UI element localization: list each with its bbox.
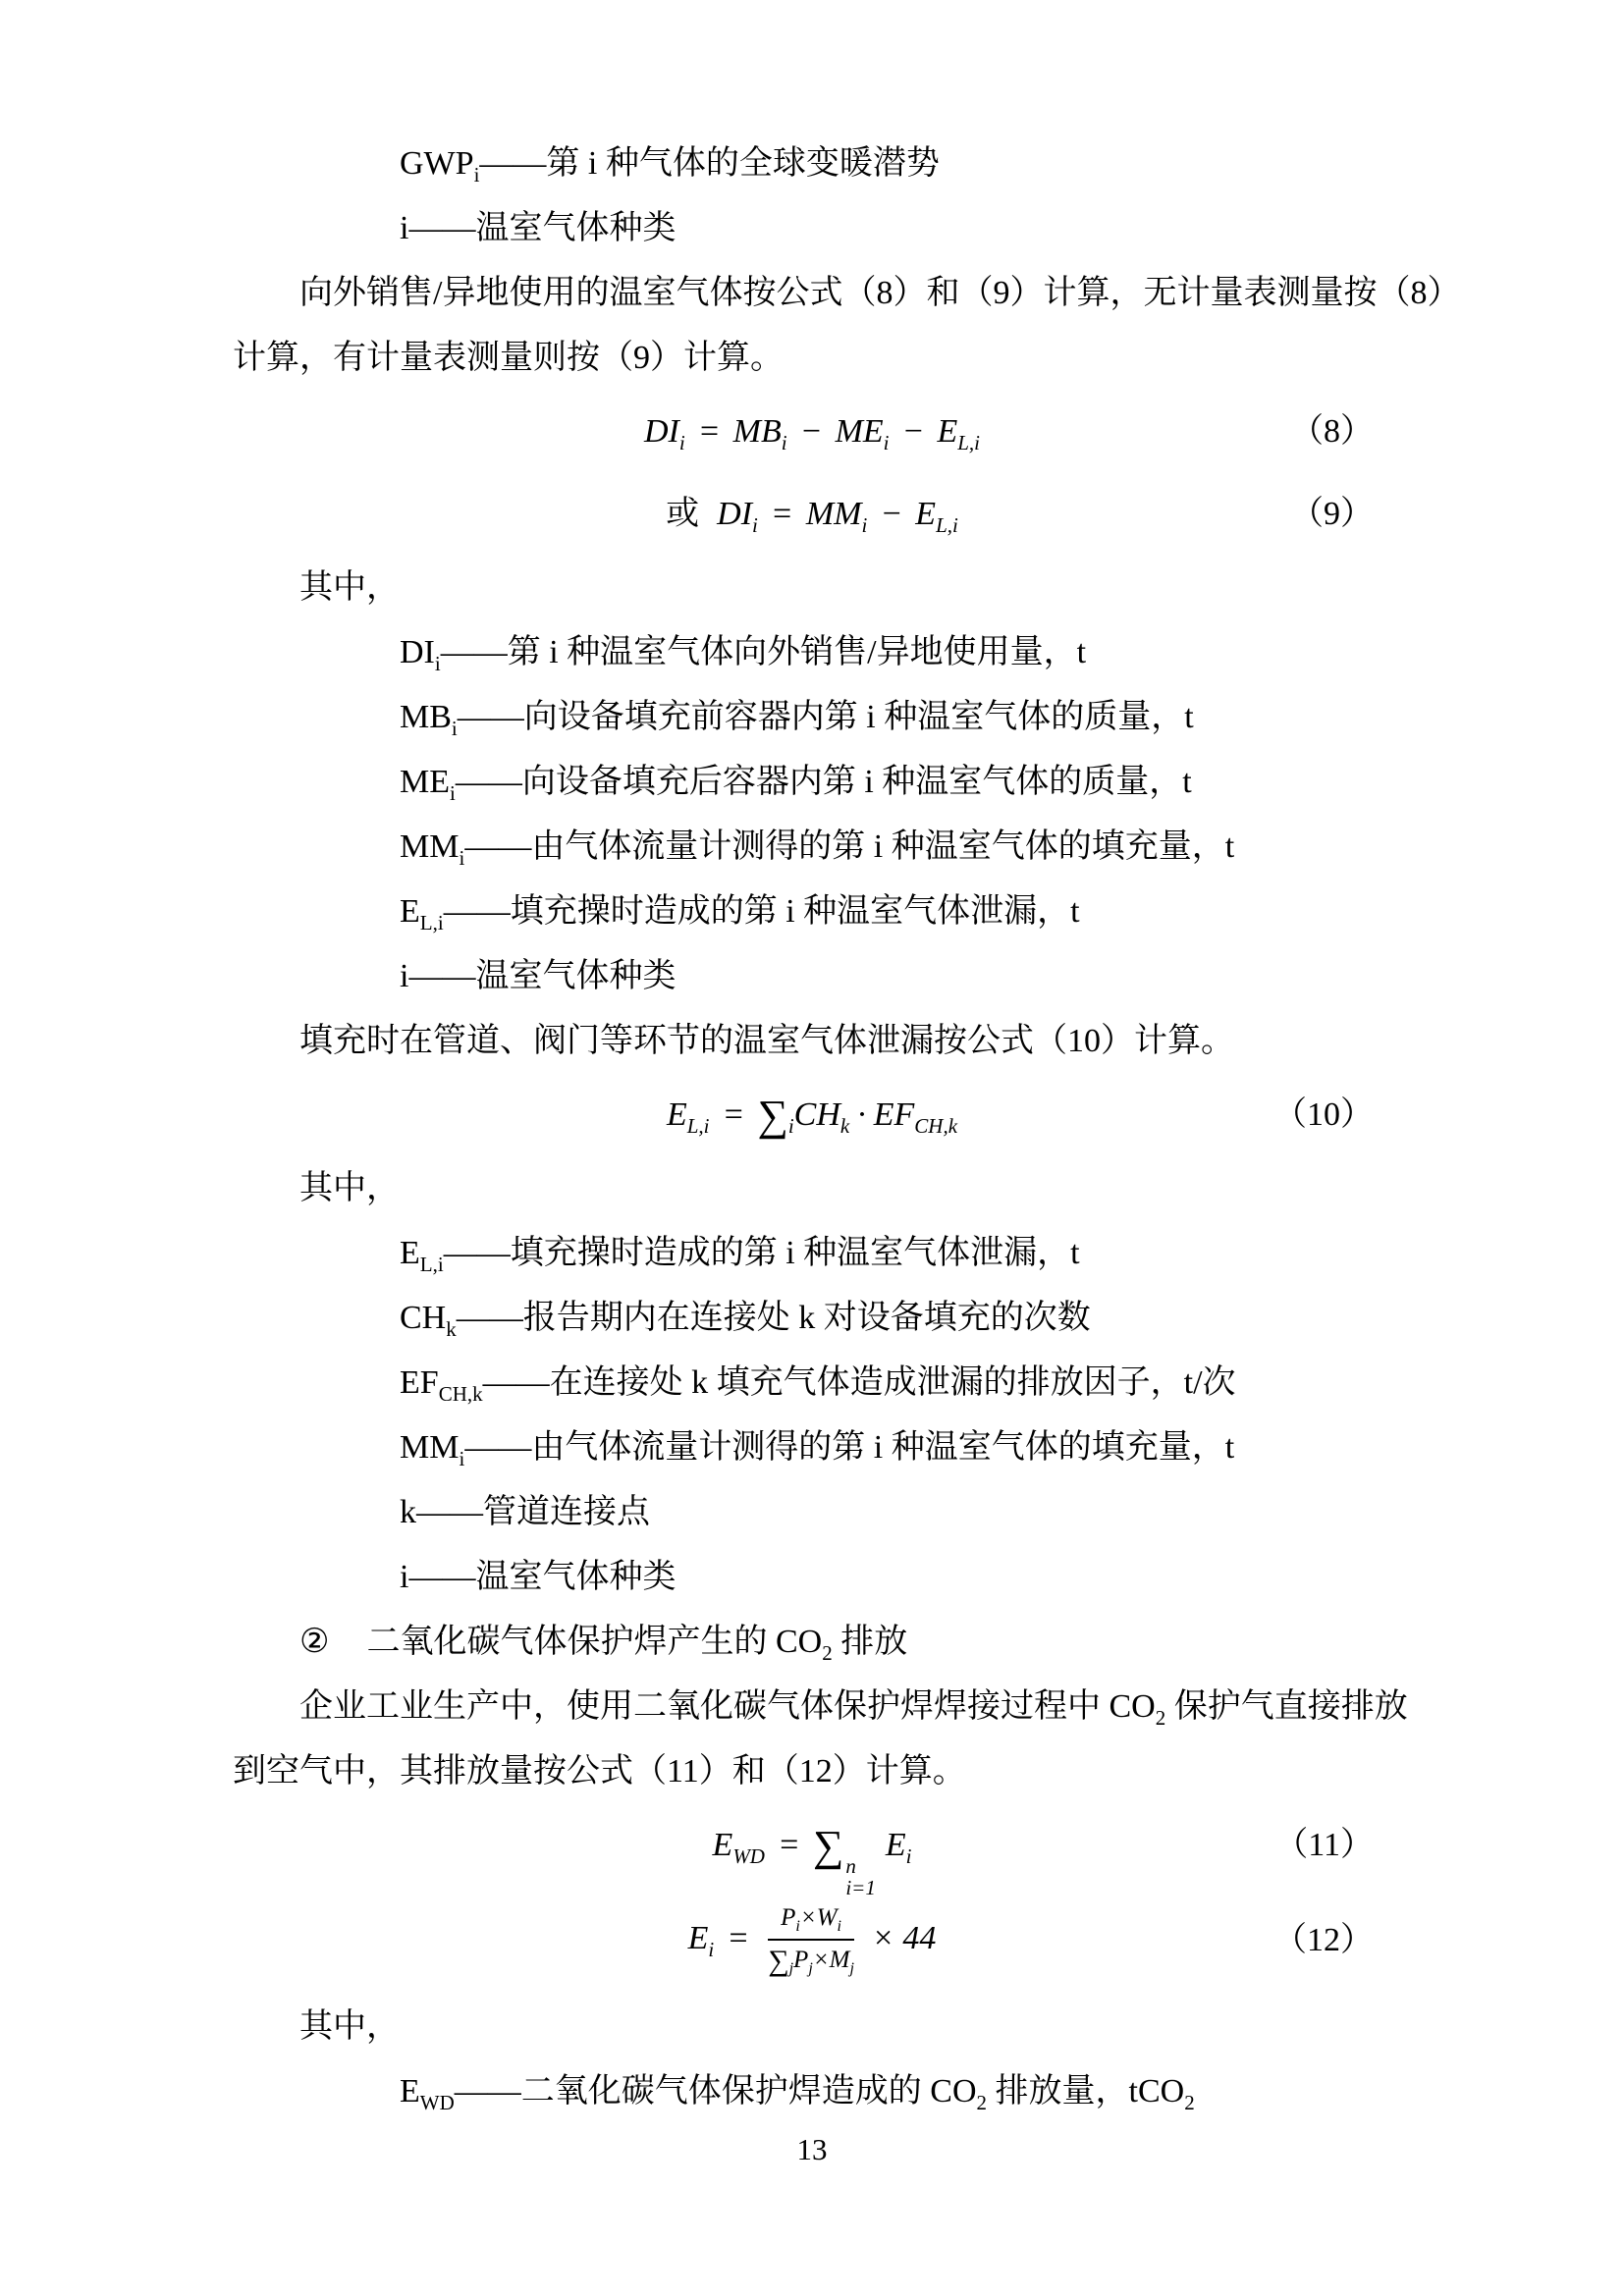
definition-term-subscript: L,i: [419, 1252, 444, 1276]
subscript: i: [781, 430, 787, 454]
definition-text: 排放量，tCO: [987, 2073, 1185, 2109]
multiplier-44: × 44: [871, 1919, 937, 1956]
paragraph-text: 企业工业生产中，使用二氧化碳气体保护焊焊接过程中 CO: [299, 1688, 1156, 1725]
sum-symbol: ∑: [812, 1822, 844, 1870]
paragraph-weld-line1: [233, 1675, 1408, 1739]
definition-i-mid: [233, 944, 1391, 1009]
subscript: i: [752, 512, 758, 537]
page-content: [233, 132, 1461, 2124]
definition-term-subscript: WD: [419, 2090, 455, 2114]
definition-term-subscript: i: [451, 716, 458, 740]
variable: P: [793, 1946, 809, 1973]
paragraph-sales-line2: [233, 326, 1391, 391]
equation-number-8: （8）: [1290, 413, 1374, 450]
definition-text: ——第 i 种温室气体向外销售/异地使用量，t: [440, 634, 1087, 670]
definition-term: DI: [400, 634, 435, 670]
operator: =: [770, 496, 793, 532]
operator: −: [799, 413, 823, 450]
paragraph-text: 保护气直接排放: [1165, 1688, 1408, 1725]
formula-10: [233, 1074, 1391, 1156]
operator: −: [880, 496, 903, 532]
subscript: i: [883, 430, 890, 454]
definition-mm: [233, 815, 1391, 880]
subscript: L,i: [936, 512, 958, 537]
definition-ewd: [233, 2059, 1391, 2124]
operator: =: [722, 1096, 745, 1133]
definition-i-bottom: [233, 1545, 1391, 1610]
equation-number-10: （10）: [1273, 1096, 1374, 1133]
equation-number-12: （12）: [1273, 1922, 1374, 1958]
subscript: i: [678, 430, 685, 454]
operator: =: [727, 1919, 750, 1956]
definition-term: MB: [400, 699, 452, 735]
definition-text-subscript: 2: [976, 2090, 988, 2114]
definition-text: ——温室气体种类: [408, 958, 677, 994]
where-text: 其中，: [299, 569, 400, 606]
subscript: i: [905, 1843, 912, 1868]
formula-12-expression: [688, 1902, 937, 1980]
definition-text: ——温室气体种类: [408, 1559, 677, 1595]
operator: ·: [857, 1096, 866, 1133]
definition-term: ME: [400, 764, 450, 800]
variable: MB: [732, 413, 782, 450]
definition-di: [233, 620, 1391, 685]
definition-term-subscript: L,i: [419, 910, 444, 934]
sum-subscript: i: [787, 1113, 794, 1138]
paragraph-text: 填充时在管道、阀门等环节的温室气体泄漏按公式（10）计算。: [299, 1023, 1234, 1059]
subscript: L,i: [957, 430, 980, 454]
definition-me: [233, 750, 1391, 815]
definition-gwp: [233, 132, 1391, 196]
definition-term: E: [400, 893, 420, 930]
sum-symbol: ∑: [768, 1944, 789, 1977]
definition-el-2: [233, 1221, 1391, 1286]
sum-upper-limit: n: [845, 1854, 856, 1878]
definition-term-subscript: k: [446, 1316, 457, 1341]
variable: W: [816, 1903, 838, 1931]
variable: E: [712, 1827, 733, 1863]
definition-mm-2: [233, 1415, 1391, 1480]
formula-11-expression: [712, 1822, 912, 1900]
sum-lower-limit: i=1: [845, 1876, 876, 1900]
variable: E: [666, 1096, 687, 1133]
definition-text: ——温室气体种类: [408, 210, 677, 246]
sum-symbol: ∑: [757, 1092, 788, 1140]
paragraph-fill: [233, 1009, 1391, 1074]
definition-text: ——由气体流量计测得的第 i 种温室气体的填充量，t: [464, 828, 1235, 865]
where-text: 其中，: [299, 1170, 400, 1206]
definition-mb: [233, 685, 1391, 750]
paragraph-text: 到空气中，其排放量按公式（11）和（12）计算。: [233, 1753, 966, 1789]
variable: EF: [873, 1096, 915, 1133]
definition-text: ——管道连接点: [416, 1494, 650, 1530]
paragraph-text: 向外销售/异地使用的温室气体按公式（8）和（9）计算，无计量表测量按（8）: [299, 275, 1461, 311]
variable: E: [687, 1919, 709, 1956]
variable: E: [937, 413, 958, 450]
variable: DI: [643, 413, 679, 450]
subscript: i: [861, 512, 868, 537]
formula-10-expression: [666, 1092, 958, 1140]
subscript: j: [808, 1959, 813, 1977]
definition-term: CH: [400, 1300, 447, 1336]
definition-ef: [233, 1351, 1391, 1415]
fraction-numerator: [768, 1902, 854, 1941]
definition-term: GWP: [400, 145, 474, 182]
sum-subscript: j: [788, 1959, 794, 1977]
formula-8-expression: [643, 413, 980, 454]
subscript: L,i: [686, 1113, 710, 1138]
section-heading-weld: [233, 1610, 1391, 1675]
definition-term-subscript: i: [473, 162, 480, 187]
paragraph-sales-line1: [233, 261, 1461, 326]
variable: DI: [717, 496, 753, 532]
definition-term: MM: [400, 1429, 460, 1466]
variable: E: [915, 496, 937, 532]
definition-text: ——第 i 种气体的全球变暖潜势: [479, 145, 940, 182]
formula-11: [233, 1804, 1391, 1900]
variable: P: [781, 1903, 796, 1931]
definition-text: ——报告期内在连接处 k 对设备填充的次数: [456, 1300, 1091, 1336]
page-number: 13: [796, 2132, 828, 2166]
formula-9: [233, 473, 1391, 556]
where-label-3: [233, 1995, 1391, 2059]
definition-term: k: [400, 1494, 416, 1530]
definition-text: ——填充操时造成的第 i 种温室气体泄漏，t: [443, 1235, 1080, 1271]
variable: E: [885, 1827, 906, 1863]
definition-text: ——填充操时造成的第 i 种温室气体泄漏，t: [443, 893, 1080, 930]
definition-text: ——向设备填充前容器内第 i 种温室气体的质量，t: [457, 699, 1194, 735]
variable: M: [829, 1946, 850, 1973]
operator: ×: [812, 1946, 830, 1973]
definition-ch: [233, 1286, 1391, 1351]
definition-i-top: [233, 196, 1391, 261]
paragraph-subscript: 2: [1155, 1705, 1166, 1730]
operator: −: [901, 413, 925, 450]
where-label-2: [233, 1156, 1391, 1221]
variable: CH: [793, 1096, 840, 1133]
heading-subscript: 2: [822, 1640, 833, 1665]
circled-number-marker: ②: [299, 1624, 330, 1660]
operator: ×: [799, 1903, 817, 1931]
definition-term: i: [400, 210, 409, 246]
formula-12: [233, 1887, 1391, 1995]
variable: ME: [835, 413, 884, 450]
subscript: WD: [732, 1843, 765, 1868]
definition-text: ——由气体流量计测得的第 i 种温室气体的填充量，t: [464, 1429, 1235, 1466]
subscript: i: [708, 1937, 715, 1961]
definition-el: [233, 880, 1391, 944]
formula-prefix: 或: [666, 496, 700, 532]
definition-term: i: [400, 958, 409, 994]
paragraph-text: 计算，有计量表测量则按（9）计算。: [233, 340, 784, 376]
operator: =: [697, 413, 721, 450]
definition-k: [233, 1480, 1391, 1545]
subscript: i: [837, 1917, 841, 1935]
fraction: [768, 1902, 854, 1980]
definition-term: EF: [400, 1364, 439, 1401]
formula-8: [233, 391, 1391, 473]
definition-term-subscript: i: [434, 651, 441, 675]
definition-term: E: [400, 1235, 420, 1271]
where-label-1: [233, 556, 1391, 620]
definition-text: ——在连接处 k 填充气体造成泄漏的排放因子，t/次: [482, 1364, 1236, 1401]
heading-text: 排放: [832, 1624, 908, 1660]
definition-text: ——向设备填充后容器内第 i 种温室气体的质量，t: [455, 764, 1192, 800]
operator: =: [777, 1827, 800, 1863]
definition-term-subscript: i: [459, 1446, 465, 1470]
definition-term-subscript: CH,k: [438, 1381, 483, 1406]
equation-number-11: （11）: [1274, 1827, 1374, 1863]
where-text: 其中，: [299, 2008, 400, 2045]
definition-term: MM: [400, 828, 460, 865]
definition-term-subscript: i: [459, 845, 465, 870]
subscript: CH,k: [914, 1113, 958, 1138]
definition-text: ——二氧化碳气体保护焊造成的 CO: [454, 2073, 977, 2109]
paragraph-weld-line2: [233, 1739, 1391, 1804]
variable: MM: [805, 496, 862, 532]
subscript: j: [849, 1959, 854, 1977]
definition-term-subscript: i: [450, 780, 456, 805]
definition-term: i: [400, 1559, 409, 1595]
heading-text: 二氧化碳气体保护焊产生的 CO: [366, 1624, 823, 1660]
subscript: k: [839, 1113, 850, 1138]
definition-term: E: [400, 2073, 420, 2109]
subscript: i: [795, 1917, 800, 1935]
equation-number-9: （9）: [1290, 496, 1374, 532]
formula-9-expression: [666, 496, 958, 537]
fraction-denominator: [768, 1941, 854, 1980]
definition-unit-subscript: 2: [1184, 2090, 1195, 2114]
